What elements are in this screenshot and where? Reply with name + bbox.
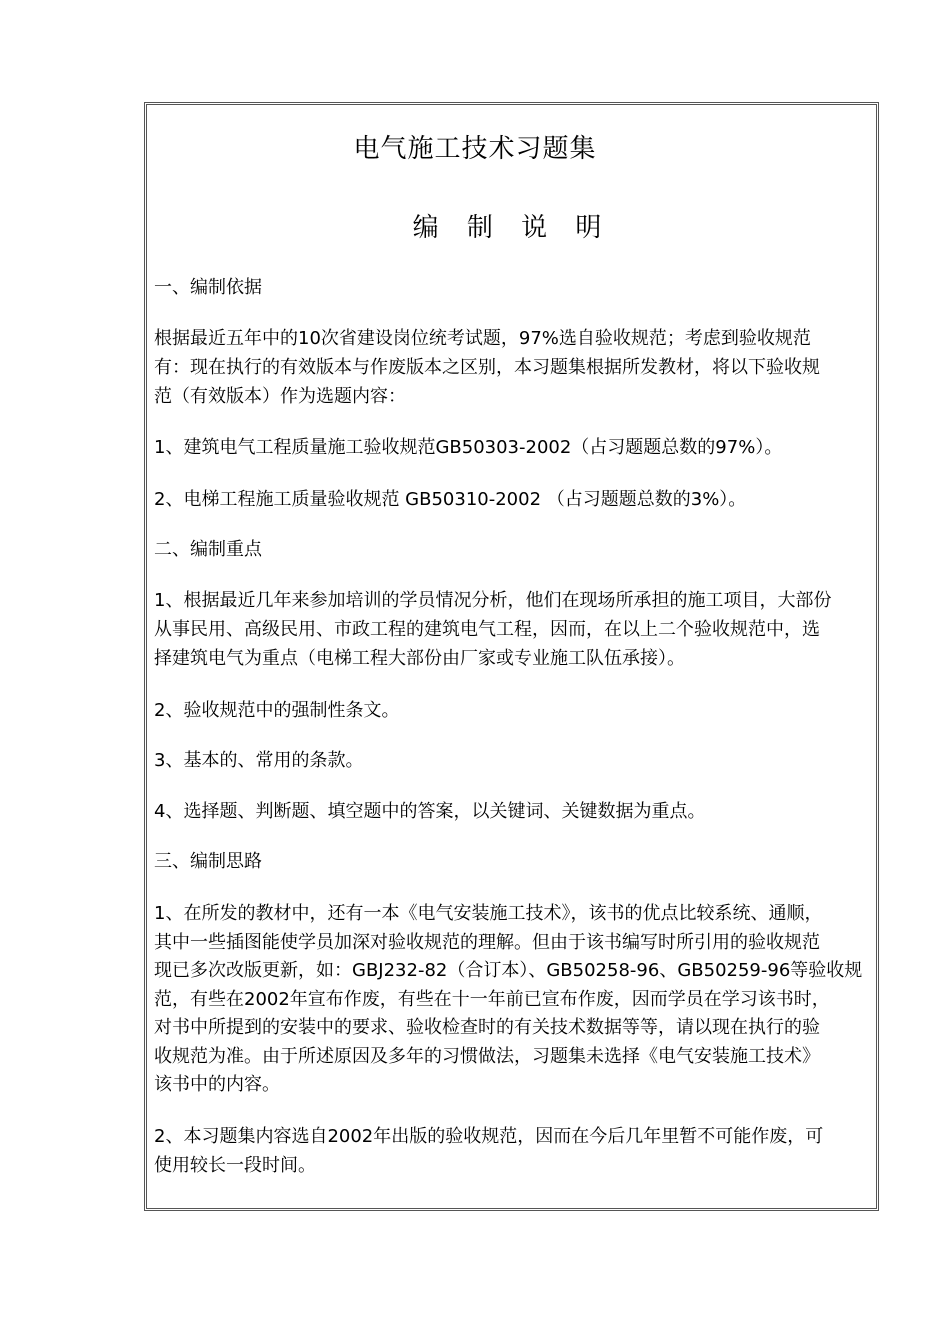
paragraph-line: 根据最近五年中的10次省建设岗位统考试题，97%选自验收规范；考虑到验收规范	[154, 328, 811, 349]
list-item: 2、电梯工程施工质量验收规范 GB50310-2002 （占习题题总数的3%）。	[154, 489, 747, 510]
section-heading-basis: 一、编制依据	[154, 277, 262, 298]
paragraph-line: 该书中的内容。	[154, 1074, 280, 1095]
paragraph-line: 从事民用、高级民用、市政工程的建筑电气工程，因而，在以上二个验收规范中，选	[154, 619, 820, 640]
paragraph-line: 择建筑电气为重点（电梯工程大部份由厂家或专业施工队伍承接）。	[154, 648, 685, 669]
paragraph-line: 1、根据最近几年来参加培训的学员情况分析，他们在现场所承担的施工项目，大部份	[154, 590, 832, 611]
paragraph-line: 对书中所提到的安装中的要求、验收检查时的有关技术数据等等，请以现在执行的验	[154, 1017, 820, 1038]
paragraph-line: 收规范为准。由于所述原因及多年的习惯做法，习题集未选择《电气安装施工技术》	[154, 1046, 820, 1067]
paragraph-line: 范（有效版本）作为选题内容：	[154, 386, 406, 407]
paragraph-line: 有：现在执行的有效版本与作废版本之区别，本习题集根据所发教材，将以下验收规	[154, 357, 820, 378]
section-heading-approach: 三、编制思路	[154, 851, 262, 872]
list-item: 2、验收规范中的强制性条文。	[154, 700, 400, 721]
paragraph-line: 现已多次改版更新，如：GBJ232-82（合订本）、GB50258-96、GB50259-96等验收规	[154, 960, 863, 981]
paragraph-line: 2、本习题集内容选自2002年出版的验收规范，因而在今后几年里暂不可能作废，可	[154, 1126, 824, 1147]
document-subtitle: 编 制 说 明	[412, 213, 612, 243]
paragraph-line: 1、在所发的教材中，还有一本《电气安装施工技术》，该书的优点比较系统、通顺，	[154, 903, 823, 924]
paragraph-line: 其中一些插图能使学员加深对验收规范的理解。但由于该书编写时所引用的验收规范	[154, 932, 820, 953]
list-item: 4、选择题、判断题、填空题中的答案，以关键词、关键数据为重点。	[154, 801, 706, 822]
paragraph-line: 范，有些在2002年宣布作废，有些在十一年前已宣布作废，因而学员在学习该书时，	[154, 989, 830, 1010]
paragraph-line: 使用较长一段时间。	[154, 1155, 316, 1176]
list-item: 3、基本的、常用的条款。	[154, 750, 364, 771]
list-item: 1、建筑电气工程质量施工验收规范GB50303-2002（占习题题总数的97%）。	[154, 437, 783, 458]
document-title: 电气施工技术习题集	[353, 134, 597, 164]
section-heading-focus: 二、编制重点	[154, 539, 262, 560]
